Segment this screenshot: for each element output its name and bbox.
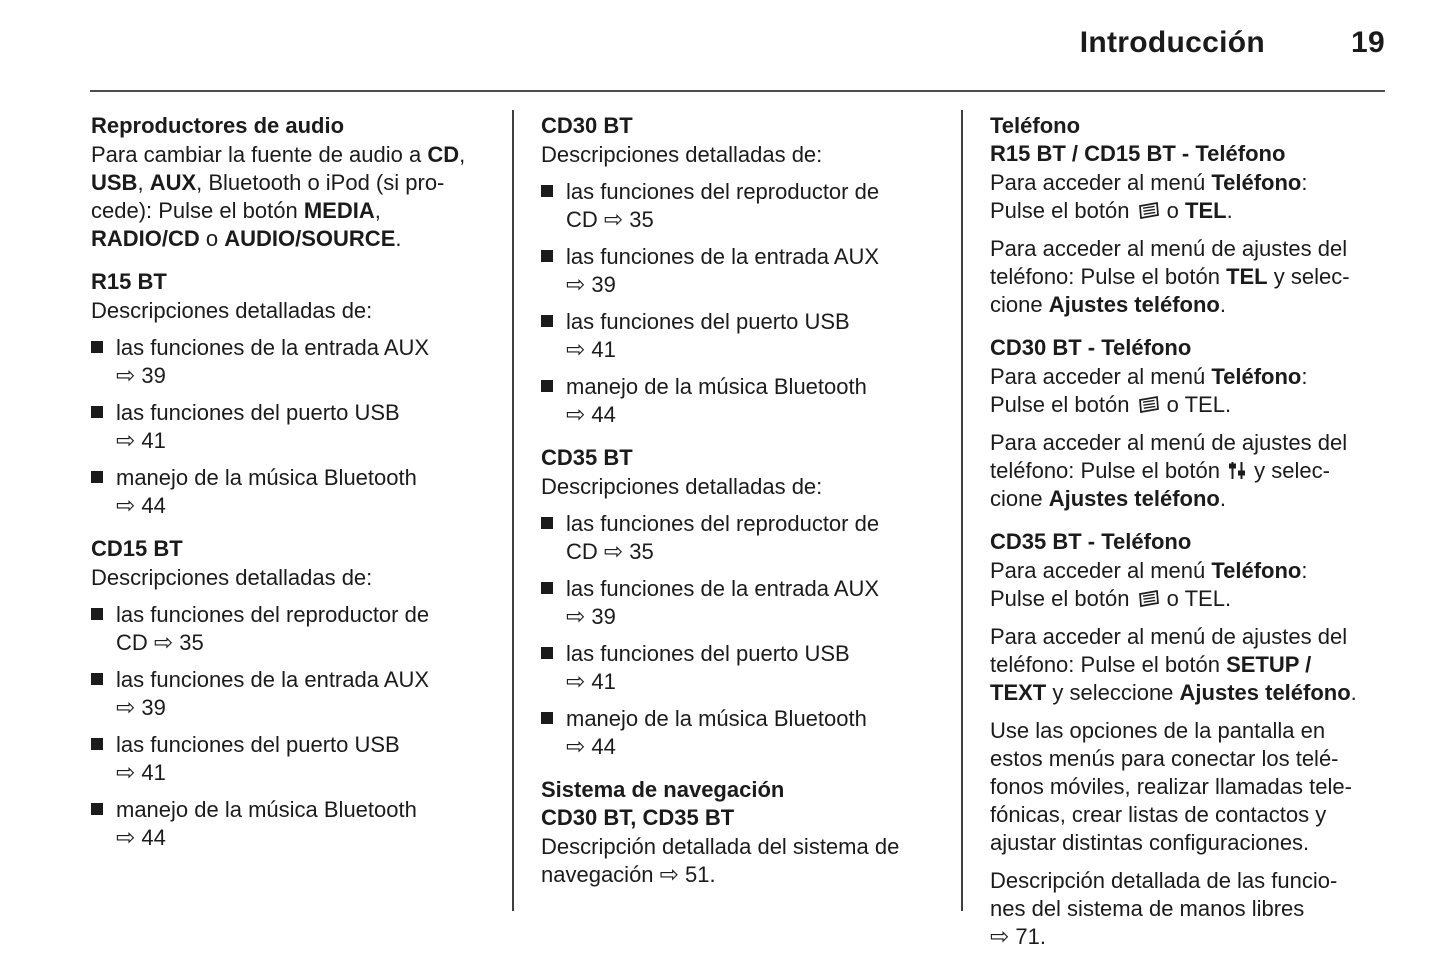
page-title: Introducción [1079,26,1266,59]
section-heading: R15 BT [91,269,167,294]
ref-arrow-icon: ⇨ [566,337,586,363]
bullet-text: las funciones del reproductor de CD ⇨ 35 [116,602,430,656]
ref-arrow-icon: ⇨ [566,734,586,760]
ref-arrow-icon: ⇨ [603,539,624,565]
bullet-square-icon [541,250,553,262]
menu-book-icon [1136,391,1161,419]
bullet-square-icon [541,380,553,392]
paragraph: Para cambiar la fuente de audio a CD, USB, AUX, Bluetooth o iPod (si pro- cede): Pulse el botón MEDIA, RADIO/CD o AUDIO/SOURCE. [91,142,466,251]
section-heading: CD15 BT [91,536,183,561]
column-divider [961,110,963,911]
section-heading: Teléfono [990,113,1081,138]
ref-arrow-icon: ⇨ [603,207,624,233]
bullet-text: las funciones de la entrada AUX ⇨ 39 [116,667,430,721]
paragraph: Para acceder al menú Teléfono: Pulse el botón o TEL. [990,558,1308,611]
bullet-square-icon [91,406,103,418]
bullet-item [91,601,499,657]
bullet-item [541,640,949,696]
paragraph: Descripciones detalladas de: [541,142,823,167]
bullet-list [541,510,949,761]
bullet-item [91,731,499,787]
bullet-item [91,334,499,390]
bullet-square-icon [541,712,553,724]
section-heading: CD35 BT [541,445,633,470]
paragraph: Para acceder al menú de ajustes del teléfono: Pulse el botón y selec- cione Ajustes teléfono. [990,430,1348,511]
bullet-item [541,308,949,364]
bullet-item [91,464,499,520]
section-heading: R15 BT / CD15 BT - Teléfono [990,141,1286,166]
page-header [1080,26,1385,60]
bullet-text: las funciones del puerto USB ⇨ 41 [116,400,400,454]
bullet-square-icon [91,803,103,815]
column-divider [512,110,514,911]
ref-arrow-icon: ⇨ [116,363,136,389]
bullet-text: las funciones de la entrada AUX ⇨ 39 [566,576,880,630]
paragraph: Descripciones detalladas de: [91,565,373,590]
paragraph: Descripción detallada del sistema de navegación ⇨ 51. [541,834,900,888]
bullet-item [541,705,949,761]
ref-arrow-icon: ⇨ [116,760,136,786]
column-3 [990,112,1410,951]
bullet-square-icon [91,608,103,620]
paragraph: Descripciones detalladas de: [541,474,823,499]
ref-arrow-icon: ⇨ [990,924,1010,950]
bullet-square-icon [91,471,103,483]
ref-arrow-icon: ⇨ [116,493,136,519]
bullet-item [91,796,499,852]
bullet-text: las funciones del puerto USB ⇨ 41 [116,732,400,786]
header-rule [90,90,1385,92]
bullet-text: las funciones del reproductor de CD ⇨ 35 [566,179,880,233]
bullet-text: las funciones del puerto USB ⇨ 41 [566,309,850,363]
bullet-list [91,334,499,520]
ref-arrow-icon: ⇨ [566,402,586,428]
bullet-item [541,178,949,234]
ref-arrow-icon: ⇨ [116,428,136,454]
bullet-text: manejo de la música Bluetooth ⇨ 44 [116,465,417,519]
ref-arrow-icon: ⇨ [566,272,586,298]
bullet-item [541,575,949,631]
bullet-item [541,373,949,429]
bullet-square-icon [541,582,553,594]
bullet-square-icon [541,185,553,197]
bullet-square-icon [541,647,553,659]
paragraph: Para acceder al menú Teléfono: Pulse el botón o TEL. [990,170,1308,223]
menu-book-icon [1136,197,1161,225]
bullet-item [541,510,949,566]
bullet-item [91,666,499,722]
bullet-list [91,601,499,852]
bullet-text: las funciones del reproductor de CD ⇨ 35 [566,511,880,565]
paragraph: Descripción detallada de las funcio- nes del sistema de manos libres ⇨ 71. [990,868,1338,950]
bullet-square-icon [541,315,553,327]
bullet-square-icon [91,673,103,685]
bullet-text: manejo de la música Bluetooth ⇨ 44 [116,797,417,851]
bullet-square-icon [541,517,553,529]
bullet-text: las funciones del puerto USB ⇨ 41 [566,641,850,695]
section-heading: CD30 BT, CD35 BT [541,805,735,830]
ref-arrow-icon: ⇨ [153,630,174,656]
ref-arrow-icon: ⇨ [566,604,586,630]
ref-arrow-icon: ⇨ [659,862,679,888]
column-2 [541,112,949,889]
bullet-text: manejo de la música Bluetooth ⇨ 44 [566,374,867,428]
ref-arrow-icon: ⇨ [116,695,136,721]
bullet-item [91,399,499,455]
bullet-text: manejo de la música Bluetooth ⇨ 44 [566,706,867,760]
ref-arrow-icon: ⇨ [566,669,586,695]
paragraph: Para acceder al menú de ajustes del teléfono: Pulse el botón SETUP / TEXT y seleccione Ajustes teléfono. [990,624,1357,705]
bullet-square-icon [91,738,103,750]
section-heading: Sistema de navegación [541,777,785,802]
column-1 [91,112,499,852]
bullet-item [541,243,949,299]
section-heading: CD30 BT [541,113,633,138]
settings-sliders-icon [1226,457,1248,485]
page-number: 19 [1351,26,1385,59]
section-heading: Reproductores de audio [91,113,345,138]
bullet-text: las funciones de la entrada AUX ⇨ 39 [116,335,430,389]
paragraph: Descripciones detalladas de: [91,298,373,323]
bullet-text: las funciones de la entrada AUX ⇨ 39 [566,244,880,298]
menu-book-icon [1136,585,1161,613]
paragraph: Para acceder al menú de ajustes del teléfono: Pulse el botón TEL y selec- cione Ajustes teléfono. [990,236,1350,317]
section-heading: CD35 BT - Teléfono [990,529,1192,554]
section-heading: CD30 BT - Teléfono [990,335,1192,360]
bullet-list [541,178,949,429]
paragraph: Para acceder al menú Teléfono: Pulse el botón o TEL. [990,364,1308,417]
paragraph: Use las opciones de la pantalla en estos menús para conectar los telé- fonos móviles, realizar llamadas tele- fónicas, crear listas de contactos y ajustar distintas configuraciones. [990,718,1352,855]
bullet-square-icon [91,341,103,353]
ref-arrow-icon: ⇨ [116,825,136,851]
